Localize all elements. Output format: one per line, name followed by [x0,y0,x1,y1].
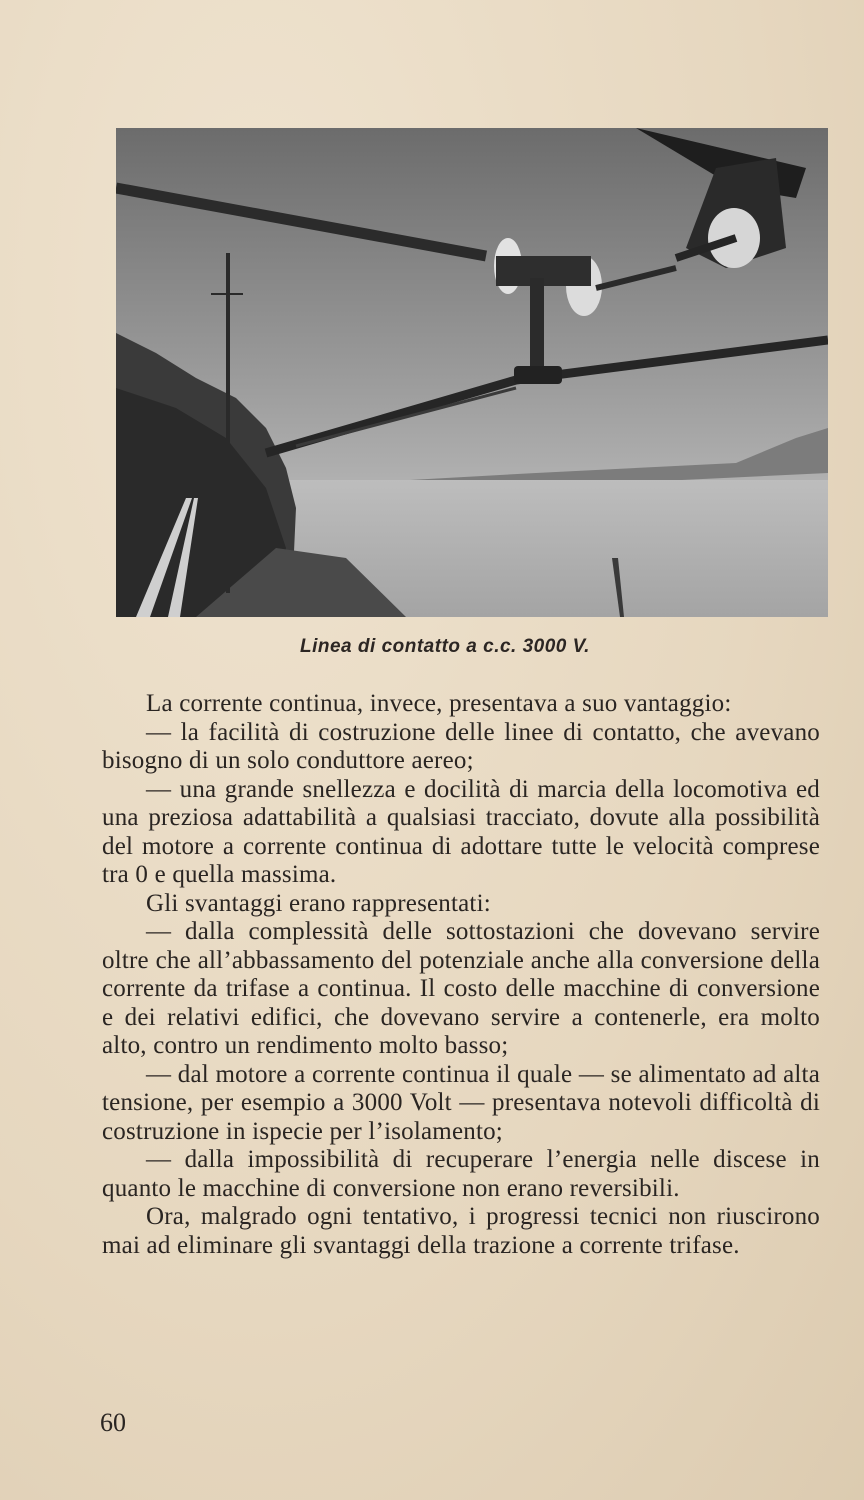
paragraph: La corrente continua, invece, presentava a suo vantaggio: [146,690,732,717]
paragraph: — una grande snellezza e docilità di marcia della locomotiva ed una preziosa adattabilità a qualsiasi tracciato, dovute alla possibilità del motore a corrente continua di adottare tutte le velocità comprese tra 0 e quella massima. [102,775,820,888]
overhead-line-photo [116,128,828,617]
paragraph: — dal motore a corrente continua il quale — se alimentato ad alta tensione, per esempio a 3000 Volt — presentava notevoli difficoltà di costruzione in ispecie per l’isolamento; [102,1060,820,1145]
paragraph: Gli svantaggi erano rappresentati: [146,889,491,917]
paragraph: — dalla complessità delle sottostazioni che dovevano servire oltre che all’abbassamento del potenziale anche alla conversione della corrente da trifase a continua. Il costo delle macchine di conversione e dei relativi edifici, che dovevano servire a contenerle, era molto alto, contro un rendimento molto basso; [102,918,820,1059]
page-number: 60 [100,1408,126,1437]
paragraph: — dalla impossibilità di recuperare l’energia nelle discese in quanto le macchine di conversione non erano reversibili. [102,1146,820,1202]
body-text [102,690,820,1260]
figure-caption: Linea di contatto a c.c. 3000 V. [300,636,590,657]
paragraph: Ora, malgrado ogni tentativo, i progressi tecnici non riuscirono mai ad eliminare gli svantaggi della trazione a corrente trifase. [102,1203,820,1259]
figure-photo [116,128,828,617]
paragraph: — la facilità di costruzione delle linee di contatto, che avevano bisogno di un solo conduttore aereo; [102,718,820,774]
